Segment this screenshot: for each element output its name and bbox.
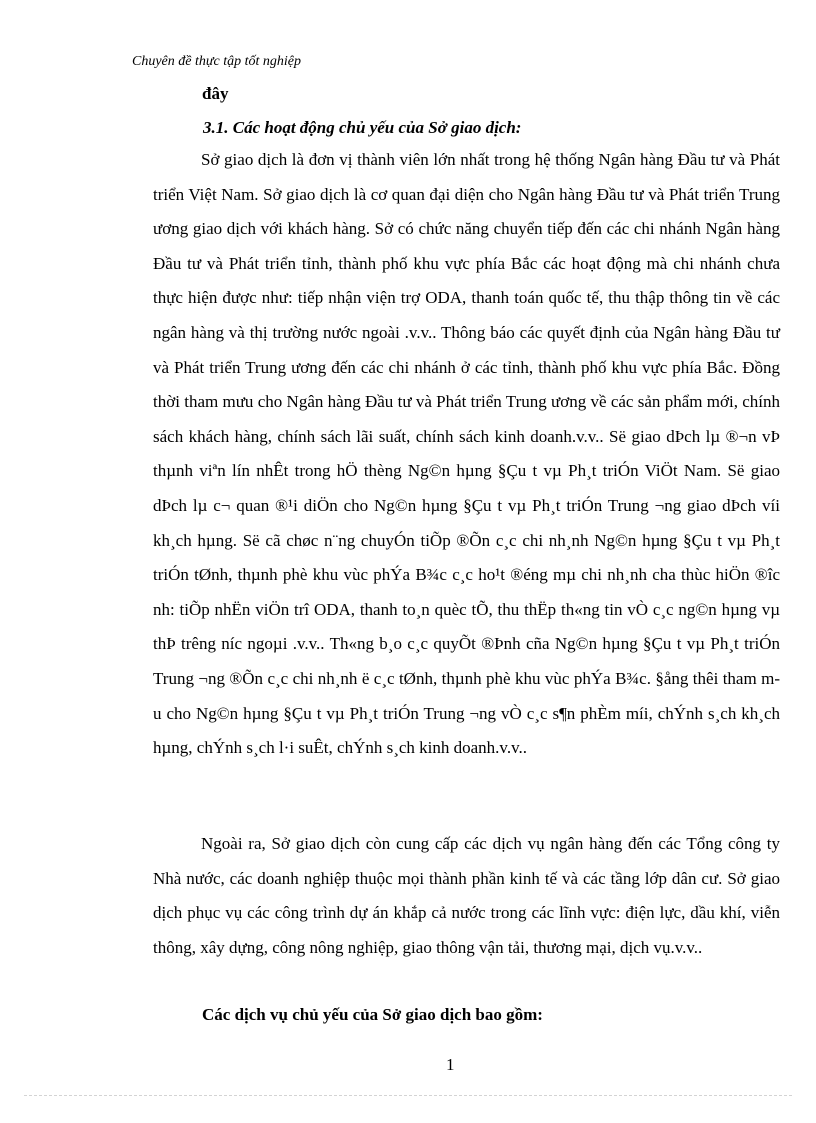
page-number: 1 — [446, 1055, 455, 1074]
services-subheading: Các dịch vụ chủ yếu của Sở giao dịch bao gồm: — [202, 1005, 543, 1024]
page-bottom-divider — [24, 1095, 792, 1096]
body-paragraph-2: Ngoài ra, Sở giao dịch còn cung cấp các dịch vụ ngân hàng đến các Tổng công ty Nhà nước, các doanh nghiệp thuộc mọi thành phần kinh tế và các tầng lớp dân cư. Sở giao dịch phục vụ các công trình dự án khắp cả nước trong các lĩnh vực: điện lực, dầu khí, viễn thông, xây dựng, công nông nghiệp, giao thông vận tải, thương mại, dịch vụ.v.v.. — [153, 834, 780, 957]
carryover-word: đây — [202, 84, 229, 103]
section-heading: 3.1. Các hoạt động chủ yếu của Sở giao dịch: — [203, 118, 522, 137]
document-header: Chuyên đề thực tập tốt nghiệp — [132, 54, 301, 69]
body-paragraph-1: Sở giao dịch là đơn vị thành viên lớn nhất trong hệ thống Ngân hàng Đầu tư và Phát triển Việt Nam. Sở giao dịch là cơ quan đại diện cho Ngân hàng Đầu tư và Phát triển Trung ương giao dịch với khách hàng. Sở có chức năng chuyển tiếp đến các chi nhánh Ngân hàng Đầu tư và Phát triển tỉnh, thành phố khu vực phía Bắc các hoạt động mà chi nhánh chưa thực hiện được như: tiếp nhận viện trợ ODA, thanh toán quốc tế, thu thập thông tin về các ngân hàng và thị trường nước ngoài .v.v.. Thông báo các quyết định của Ngân hàng Đầu tư và Phát triển Trung ương đến các chi nhánh ở các tỉnh, thành phố khu vực phía Bắc. Đồng thời tham mưu cho Ngân hàng Đầu tư và Phát triển Trung ương về các sản phẩm mới, chính sách khách hàng, chính sách lãi suất, chính sách kinh doanh.v.v.. Së giao dÞch lµ ®¬n vÞ thµnh viªn lín nhÊt trong hÖ thèng Ng©n hµng §Çu t vµ Ph¸t triÓn ViÖt Nam. Së giao dÞch lµ c¬ quan ®¹i diÖn cho Ng©n hµng §Çu t vµ Ph¸t triÓn Trung ¬ng giao dÞch víi kh¸ch hµng. Së cã chøc n¨ng chuyÓn tiÕp ®Õn c¸c chi nh¸nh Ng©n hµng §Çu t vµ Ph¸t triÓn tØnh, thµnh phè khu vùc phÝa B¾c c¸c ho¹t ®éng mµ chi nh¸nh cha thùc hiÖn ®îc nh: tiÕp nhËn viÖn trî ODA, thanh to¸n quèc tÕ, thu thËp th«ng tin vÒ c¸c ng©n hµng vµ thÞ trêng níc ngoµi .v.v.. Th«ng b¸o c¸c quyÕt ®Þnh cña Ng©n hµng §Çu t vµ Ph¸t triÓn Trung ¬ng ®Õn c¸c chi nh¸nh ë c¸c tØnh, thµnh phè khu vùc phÝa B¾c. §ång thêi tham mu cho Ng©n hµng §Çu t vµ Ph¸t triÓn Trung ¬ng vÒ c¸c s¶n phÈm míi, chÝnh s¸ch kh¸ch hµng, chÝnh s¸ch l·i suÊt, chÝnh s¸ch kinh doanh.v.v.. — [153, 150, 780, 758]
